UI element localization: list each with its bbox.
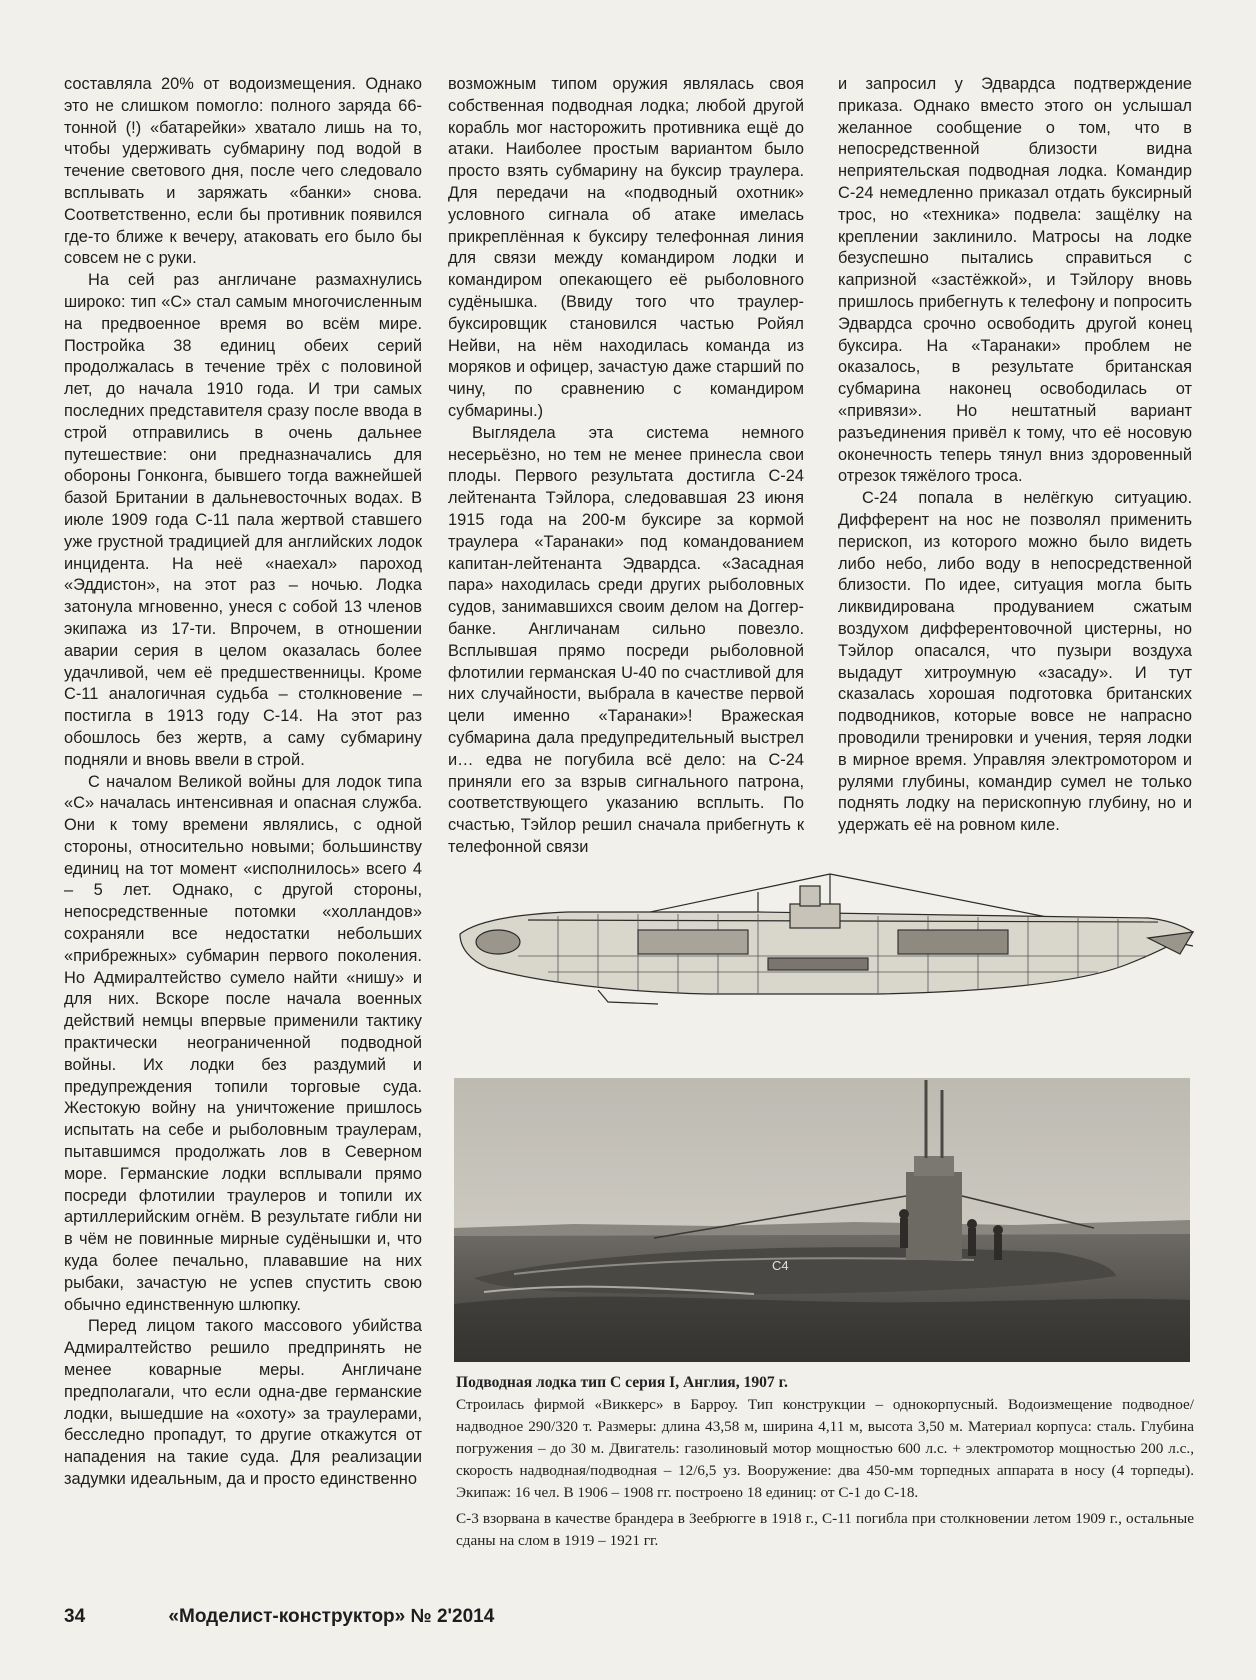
paragraph: На сей раз англичане размахнулись широко: тип «С» стал самым многочисленным на предвоенное время во всём мире. Постройка 38 единиц обеих серий продолжалась в течение трёх с половиной лет, до начала 1910 года. И три самых последних представителя сразу после ввода в строй отправились в очень дальнее путешествие: они предназначались для обороны Гонконга, бывшего тогда важнейшей базой Британии в дальневосточных водах. В июле 1909 года С-11 пала жертвой ставшего уже грустной традицией для английских лодок инцидента. На неё «наехал» пароход «Эддистон», на этот раз – ночью. Лодка затонула мгновенно, унеся с собой 13 членов экипажа из 17-ти. Впрочем, в отношении аварии серия в целом оказалась более удачливой, чем её предшественницы. Кроме С-11 аналогичная судьба – столкновение – постигла в 1913 году С-14. На этот раз обошлось без жертв, а саму субмарину подняли и вновь ввели в строй.: [64, 271, 422, 769]
text-column-1: [64, 74, 422, 1491]
text-column-3: [838, 74, 1192, 837]
paragraph: и запросил у Эдвардса подтверждение приказа. Однако вместо этого он услышал желанное сообщение о том, что в непосредственной близости видна неприятельская подводная лодка. Командир С-24 немедленно приказал отдать буксирный трос, но «техника» подвела: защёлку на креплении заклинило. Матросы на лодке безуспешно пытались справиться с капризной «застёжкой», и Тэйлору вновь пришлось прибегнуть к телефону и попросить Эдвардса срочно освободить другой конец буксира. На «Таранаки» проблем не оказалось, в результате британская субмарина наконец освободилась от «привязи». Но нештатный вариант разъединения привёл к тому, что её носовую оконечность теперь тянул вниз здоровенный отрезок тяжёлого троса.: [838, 75, 1192, 486]
paragraph: С-24 попала в нелёгкую ситуацию. Дифферент на нос не позволял применить перископ, из которого можно было видеть либо небо, либо воду в непосредственной близости. По идее, ситуация могла быть ликвидирована продуванием сжатым воздухом дифферентовочной цистерны, но Тэйлор опасался, что пузыри воздуха выдадут хитроумную «засаду». И тут сказалась хорошая подготовка британских подводников, которые вовсе не напрасно проводили тренировки и учения, теряя лодки в мирное время. Управляя электромотором и рулями глубины, командир сумел не только поднять лодку на перископную глубину, но и удержать её на ровном киле.: [838, 489, 1192, 835]
text-column-2: [448, 74, 804, 859]
hull-number: C4: [772, 1258, 789, 1273]
caption-body: Строилась фирмой «Виккерс» в Барроу. Тип конструкции – однокорпусный. Водоизмещение подводное/надводное 290/320 т. Размеры: длина 43,58 м, ширина 4,11 м, высота 3,50 м. Материал корпуса: сталь. Глубина погружения – до 30 м. Двигатель: газолиновый мотор мощностью 600 л.с. + электромотор мощностью 200 л.с., скорость надводная/подводная – 12/6,5 уз. Вооружение: два 450-мм торпедных аппарата в носу (4 торпеды). Экипаж: 16 чел. В 1906 – 1908 гг. построено 18 единиц: от С-1 до С-18.: [456, 1396, 1194, 1501]
conning-tower: [790, 904, 840, 928]
paragraph: Перед лицом такого массового убийства Адмиралтейство решило предпринять не менее коварные меры. Англичане предполагали, что если одна-две германские лодки, вышедшие на «охоту» за траулерами, бесследно пропадут, то другие откажутся от нападения на такие суда. Для реализации задумки идеальным, да и просто единственно: [64, 1317, 422, 1488]
page-footer: [64, 1606, 494, 1628]
paragraph: С началом Великой войны для лодок типа «С» началась интенсивная и опасная служба. Они к тому времени являлись, с одной стороны, относительно новыми; большинству единиц на тот момент «исполнилось» всего 4 – 5 лет. Однако, с другой стороны, непосредственные потомки «холландов» сохраняли все недостатки небольших «прибрежных» субмарин первого поколения. Но Адмиралтейство сумело найти «нишу» и для них. Вскоре после начала военных действий немцы впервые применили тактику практически неограниченной подводной войны. Их лодки без раздумий и предупреждения топили торговые суда. Жестокую войну на уничтожение пришлось испытать на себе и рыболовным траулерам, пытавшимся продолжать лов в Северном море. Германские лодки всплывали прямо посреди флотилии траулеров и топили их артиллерийским огнём. В результате гибли ни в чём не повинные мирные судёнышки и, что куда более печально, плававшие на них рыбаки, зачастую не успев спустить свою обычно единственную шлюпку.: [64, 772, 422, 1314]
conning-tower: [906, 1172, 962, 1260]
caption-title: Подводная лодка тип С серия I, Англия, 1907 г.: [456, 1374, 788, 1391]
caption-note: С-3 взорвана в качестве брандера в Зеебрюгге в 1918 г., С-11 погибла при столкновении летом 1909 г., остальные сданы на слом в 1919 – 1921 гг.: [456, 1510, 1194, 1549]
page-number: 34: [64, 1606, 86, 1627]
paragraph: возможным типом оружия являлась своя собственная подводная лодка; любой другой корабль мог насторожить противника ещё до атаки. Наиболее простым вариантом было просто взять субмарину на буксир траулера. Для передачи на «подводный охотник» условного сигнала об атаке имелась прикреплённая к буксиру телефонная линия для связи между командиром лодки и командиром опекающего её рыболовного судёнышка. (Ввиду того что траулер-буксировщик становился частью Ройял Нейви, на нём находилась команда из моряков и офицер, зачастую даже старший по чину, по сравнению с командиром субмарины.): [448, 75, 804, 420]
magazine-title: «Моделист-конструктор» № 2'2014: [168, 1606, 495, 1627]
submarine-cutaway-drawing: [458, 872, 1198, 1080]
paragraph: составляла 20% от водоизмещения. Однако это не слишком помогло: полного заряда 66-тонной (!) «батарейки» хватало лишь на то, чтобы удерживать субмарину под водой в течение светового дня, после чего следовало всплывать и заряжать «банки» снова. Соответственно, если бы противник появился где-то ближе к вечеру, атаковать его было бы совсем не с руки.: [64, 75, 422, 268]
paragraph: Выглядела эта система немного несерьёзно, но тем не менее принесла свои плоды. Первого результата достигла С-24 лейтенанта Тэйлора, следовавшая 23 июня 1915 года на 200-м буксире за кормой траулера «Таранаки» под командованием капитан-лейтенанта Эдвардса. «Засадная пара» находилась среди других рыболовных судов, занимавшихся своим делом на Доггер-банке. Англичанам сильно повезло. Всплывшая прямо посреди рыболовной флотилии германская U-40 по счастливой для них случайности, выбрала в качестве первой цели именно «Таранаки»! Вражеская субмарина дала предупредительный выстрел и… едва не погубила всё дело: на С-24 приняли его за взрыв сигнального патрона, соответствующего указанию всплыть. По счастью, Тэйлор решил сначала прибегнуть к телефонной связи: [448, 423, 804, 856]
submarine-photo: [454, 1078, 1190, 1362]
